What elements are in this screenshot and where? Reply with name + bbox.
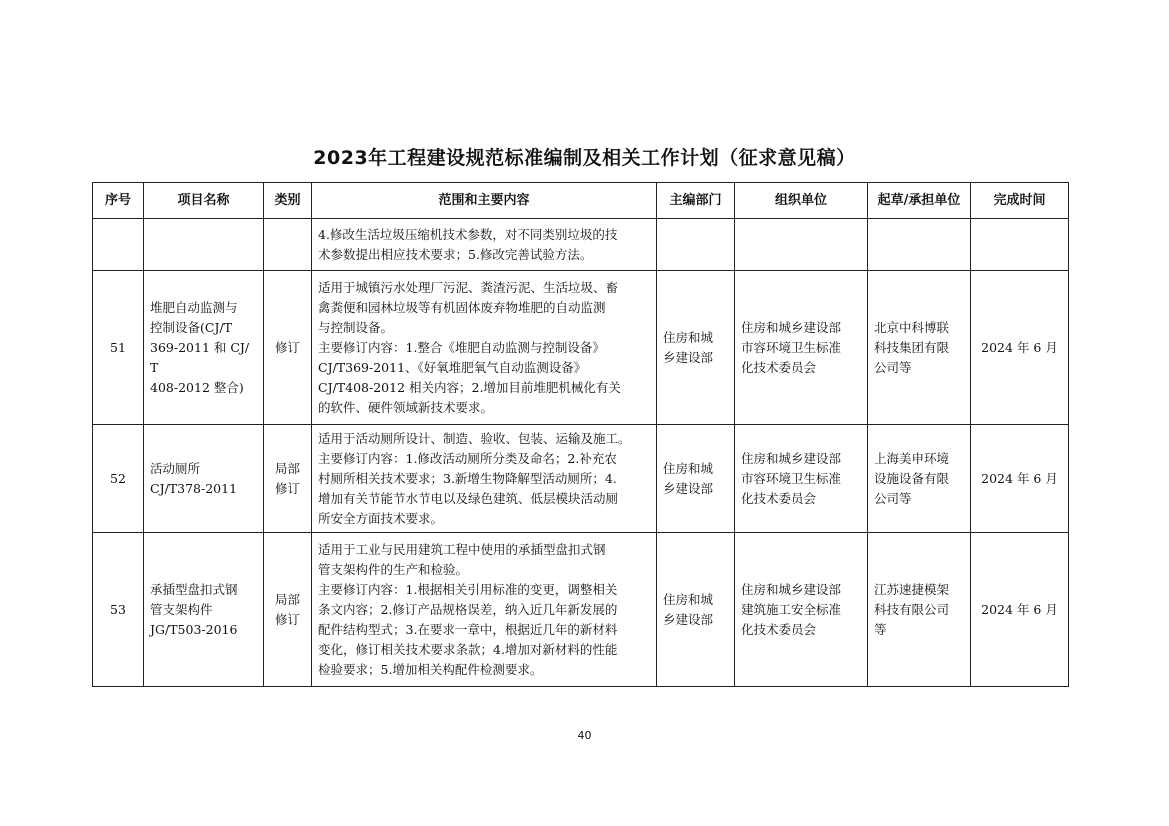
cell-organizer: [735, 533, 868, 687]
cell-text-line: 科技集团有限: [874, 339, 950, 355]
column-header: 起草/承担单位: [868, 183, 971, 219]
cell-serial-number: 53: [93, 533, 144, 687]
cell-scope-content: [312, 425, 657, 533]
table-row: [93, 219, 1069, 271]
cell-text-line: 北京中科博联: [874, 319, 950, 335]
cell-drafter: [868, 219, 971, 271]
page-number: 40: [577, 729, 592, 742]
column-header: 组织单位: [735, 183, 868, 219]
cell-text-line: 术参数提出相应技术要求；5.修改完善试验方法。: [318, 246, 593, 262]
cell-chief-editor: [657, 533, 735, 687]
cell-text-line: 禽粪便和园林垃圾等有机固体废弃物堆肥的自动监测: [318, 299, 606, 315]
cell-project-name: [144, 533, 264, 687]
column-header: 主编部门: [657, 183, 735, 219]
cell-text-line: 村厕所相关技术要求；3.新增生物降解型活动厕所；4.: [318, 470, 617, 486]
cell-category: [264, 425, 312, 533]
cell-text-line: 住房和城乡建设部: [741, 450, 842, 466]
cell-text-line: 化技术委员会: [741, 490, 817, 506]
cell-deadline: 2024 年 6 月: [971, 533, 1069, 687]
cell-text-line: 适用于城镇污水处理厂污泥、粪渣污泥、生活垃圾、畜: [318, 279, 619, 295]
cell-text-line: 修订: [274, 480, 300, 496]
cell-text-line: 适用于工业与民用建筑工程中使用的承插型盘扣式钢: [318, 541, 606, 557]
cell-text-line: 乡建设部: [663, 480, 714, 496]
cell-chief-editor: [657, 271, 735, 425]
cell-scope-content: [312, 271, 657, 425]
cell-text-line: 公司等: [874, 359, 912, 375]
cell-text-line: 检验要求；5.增加相关构配件检测要求。: [318, 661, 543, 677]
cell-text-line: 适用于活动厕所设计、制造、验收、包装、运输及施工。: [318, 430, 631, 446]
cell-text-line: 控制设备(CJ/T: [150, 319, 233, 335]
cell-text-line: 局部: [274, 591, 300, 607]
cell-drafter: [868, 425, 971, 533]
cell-serial-number: 51: [93, 271, 144, 425]
cell-text-line: 配件结构型式；3.在要求一章中，根据近几年的新材料: [318, 621, 618, 637]
cell-text-line: 上海美申环境: [874, 450, 950, 466]
cell-text-line: 住房和城乡建设部: [741, 581, 842, 597]
table-row: [93, 425, 1069, 533]
cell-text-line: 住房和城: [663, 329, 714, 345]
cell-text-line: 乡建设部: [663, 611, 714, 627]
cell-text-line: 主要修订内容：1.根据相关引用标准的变更，调整相关: [318, 581, 618, 597]
cell-text-line: 修订: [274, 339, 300, 355]
cell-serial-number: 52: [93, 425, 144, 533]
cell-text-line: JG/T503-2016: [150, 621, 238, 637]
column-header: 项目名称: [144, 183, 264, 219]
table-body: [93, 219, 1069, 687]
cell-text-line: 市容环境卫生标准: [741, 470, 842, 486]
cell-text-line: 的软件、硬件领域新技术要求。: [318, 399, 494, 415]
column-header: 类别: [264, 183, 312, 219]
column-header: 序号: [93, 183, 144, 219]
cell-text-line: 乡建设部: [663, 349, 714, 365]
cell-chief-editor: [657, 219, 735, 271]
cell-deadline: [971, 219, 1069, 271]
work-plan-table: [92, 182, 1069, 687]
table-row: [93, 271, 1069, 425]
cell-text-line: 市容环境卫生标准: [741, 339, 842, 355]
cell-text-line: 局部: [274, 460, 300, 476]
cell-text-line: CJ/T369-2011、《好氧堆肥氧气自动监测设备》: [318, 359, 587, 375]
column-header: 完成时间: [971, 183, 1069, 219]
cell-category: [264, 219, 312, 271]
cell-scope-content: [312, 219, 657, 271]
cell-chief-editor: [657, 425, 735, 533]
cell-text-line: 369-2011 和 CJ/T: [150, 339, 250, 375]
cell-text-line: 活动厕所: [150, 460, 201, 476]
cell-text-line: 修订: [274, 611, 300, 627]
cell-text-line: 建筑施工安全标准: [741, 601, 842, 617]
cell-deadline: 2024 年 6 月: [971, 271, 1069, 425]
cell-project-name: [144, 219, 264, 271]
cell-text-line: 设施设备有限: [874, 470, 950, 486]
column-header: 范围和主要内容: [312, 183, 657, 219]
cell-text-line: 主要修订内容：1.修改活动厕所分类及命名；2.补充农: [318, 450, 617, 466]
cell-text-line: 与控制设备。: [318, 319, 394, 335]
cell-drafter: [868, 533, 971, 687]
cell-text-line: 住房和城: [663, 591, 714, 607]
cell-scope-content: [312, 533, 657, 687]
table-header-row: [93, 183, 1069, 219]
cell-text-line: 管支架构件: [150, 601, 213, 617]
cell-category: [264, 271, 312, 425]
cell-text-line: 公司等: [874, 490, 912, 506]
cell-project-name: [144, 425, 264, 533]
cell-text-line: 江苏速捷模架: [874, 581, 950, 597]
cell-text-line: CJ/T378-2011: [150, 480, 238, 496]
cell-text-line: 增加有关节能节水节电以及绿色建筑、低层模块活动厕: [318, 490, 619, 506]
cell-organizer: [735, 219, 868, 271]
cell-text-line: 4.修改生活垃圾压缩机技术参数，对不同类别垃圾的技: [318, 226, 618, 242]
cell-text-line: 408-2012 整合): [150, 379, 244, 395]
cell-organizer: [735, 425, 868, 533]
cell-text-line: 所安全方面技术要求。: [318, 510, 444, 526]
cell-text-line: CJ/T408-2012 相关内容；2.增加目前堆肥机械化有关: [318, 379, 621, 395]
page-title: 2023年工程建设规范标准编制及相关工作计划（征求意见稿）: [313, 147, 856, 169]
cell-text-line: 承插型盘扣式钢: [150, 581, 238, 597]
cell-text-line: 条文内容；2.修订产品规格误差，纳入近几年新发展的: [318, 601, 618, 617]
cell-text-line: 住房和城乡建设部: [741, 319, 842, 335]
table-row: [93, 533, 1069, 687]
cell-text-line: 等: [874, 621, 887, 637]
cell-category: [264, 533, 312, 687]
cell-project-name: [144, 271, 264, 425]
cell-text-line: 主要修订内容：1.整合《堆肥自动监测与控制设备》: [318, 339, 605, 355]
cell-deadline: 2024 年 6 月: [971, 425, 1069, 533]
cell-text-line: 化技术委员会: [741, 359, 817, 375]
cell-text-line: 堆肥自动监测与: [150, 299, 238, 315]
cell-text-line: 化技术委员会: [741, 621, 817, 637]
cell-text-line: 变化，修订相关技术要求条款；4.增加对新材料的性能: [318, 641, 618, 657]
cell-serial-number: [93, 219, 144, 271]
cell-text-line: 管支架构件的生产和检验。: [318, 561, 469, 577]
cell-organizer: [735, 271, 868, 425]
cell-text-line: 科技有限公司: [874, 601, 950, 617]
cell-text-line: 住房和城: [663, 460, 714, 476]
cell-drafter: [868, 271, 971, 425]
